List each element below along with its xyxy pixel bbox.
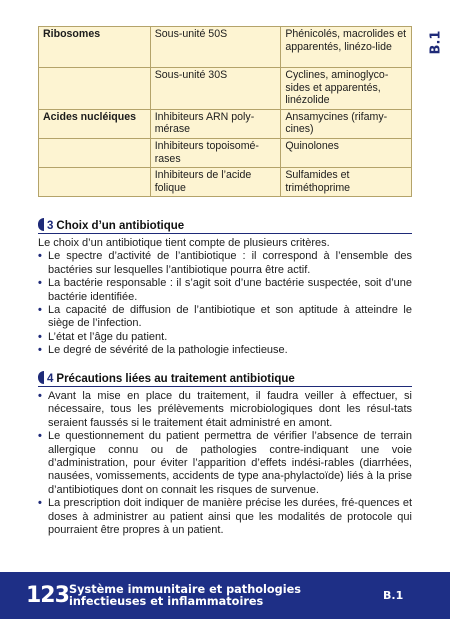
list-item: • Le degré de sévérité de la pathologie infectieuse. <box>38 344 412 357</box>
section-intro: Le choix d’un antibiotique tient compte de plusieurs critères. <box>38 237 330 249</box>
section-3-body <box>38 237 412 358</box>
section-marker <box>38 218 44 231</box>
table-cell-drugs: Cyclines, aminoglyco-sides et apparentés, linézolide <box>281 68 412 110</box>
page-number: 123 <box>26 583 69 608</box>
criteria-list <box>38 250 412 357</box>
section-title: Précautions liées au traitement antibiotique <box>56 373 295 385</box>
list-item: • La capacité de diffusion de l’antibiotique et son aptitude à atteindre le siège de l’infection. <box>38 304 412 331</box>
section-number: 4 <box>47 373 54 385</box>
table-row <box>39 138 412 167</box>
section-3-heading <box>38 218 412 234</box>
table-cell-drugs: Ansamycines (rifamy-cines) <box>281 109 412 138</box>
table-cell-mechanism: Inhibiteurs de l’acide folique <box>150 168 281 197</box>
table-cell-target <box>39 168 151 197</box>
table-row <box>39 68 412 110</box>
chapter-code: B.1 <box>428 30 444 54</box>
list-item: • Le questionnement du patient permettra de vérifier l’absence de terrain allergique connu ou de pathologies contre-indiquant une voie d’administration, pour éviter l’apparition d’effets indési-rables (diarrhées, nausées, vomissements, accidents de type ana-phylactoïde) liés à la prise d’antibiotiques dont on connait les risques de survenue. <box>38 430 412 497</box>
table-cell-drugs: Sulfamides et triméthoprime <box>281 168 412 197</box>
page-footer <box>0 572 450 619</box>
section-4-body <box>38 390 412 537</box>
table-cell-mechanism: Inhibiteurs topoisomé-rases <box>150 138 281 167</box>
list-item: • La prescription doit indiquer de manière précise les durées, fré-quences et doses à administrer au patient ainsi que les modalités de protocole qui pourraient être propres à un patient. <box>38 497 412 537</box>
section-title: Choix d’un antibiotique <box>56 220 185 232</box>
list-item: • La bactérie responsable : il s’agit soit d’une bactérie suspectée, soit d’une bactérie identifiée. <box>38 277 412 304</box>
chapter-side-tab <box>425 22 447 62</box>
table-cell-mechanism: Inhibiteurs ARN poly-mérase <box>150 109 281 138</box>
antibiotic-targets-table <box>38 26 412 197</box>
table-cell-mechanism: Sous-unité 50S <box>150 27 281 68</box>
table-cell-mechanism: Sous-unité 30S <box>150 68 281 110</box>
list-item: • Le spectre d’activité de l’antibiotique : il correspond à l’ensemble des bactéries sur lesquelles l’antibiotique pourra être actif. <box>38 250 412 277</box>
section-number: 3 <box>47 220 54 232</box>
table-cell-drugs: Phénicolés, macrolides et apparentés, linézo-lide <box>281 27 412 68</box>
table-cell-target: Acides nucléiques <box>39 109 151 138</box>
table-cell-drugs: Quinolones <box>281 138 412 167</box>
list-item: • L’état et l’âge du patient. <box>38 331 412 344</box>
table-cell-target <box>39 138 151 167</box>
table-row <box>39 168 412 197</box>
precautions-list <box>38 390 412 537</box>
section-marker <box>38 371 44 384</box>
table-cell-target <box>39 68 151 110</box>
list-item: • Avant la mise en place du traitement, il faudra veiller à effectuer, si nécessaire, tous les prélèvements microbiologiques dont les résul-tats seraient faussés si le traitement était administré en amont. <box>38 390 412 430</box>
table-row <box>39 109 412 138</box>
chapter-title: Système immunitaire et pathologies infectieuses et inflammatoires <box>69 582 301 608</box>
chapter-code-footer: B.1 <box>383 589 404 602</box>
table-cell-target: Ribosomes <box>39 27 151 68</box>
table-row <box>39 27 412 68</box>
section-4-heading <box>38 371 412 387</box>
